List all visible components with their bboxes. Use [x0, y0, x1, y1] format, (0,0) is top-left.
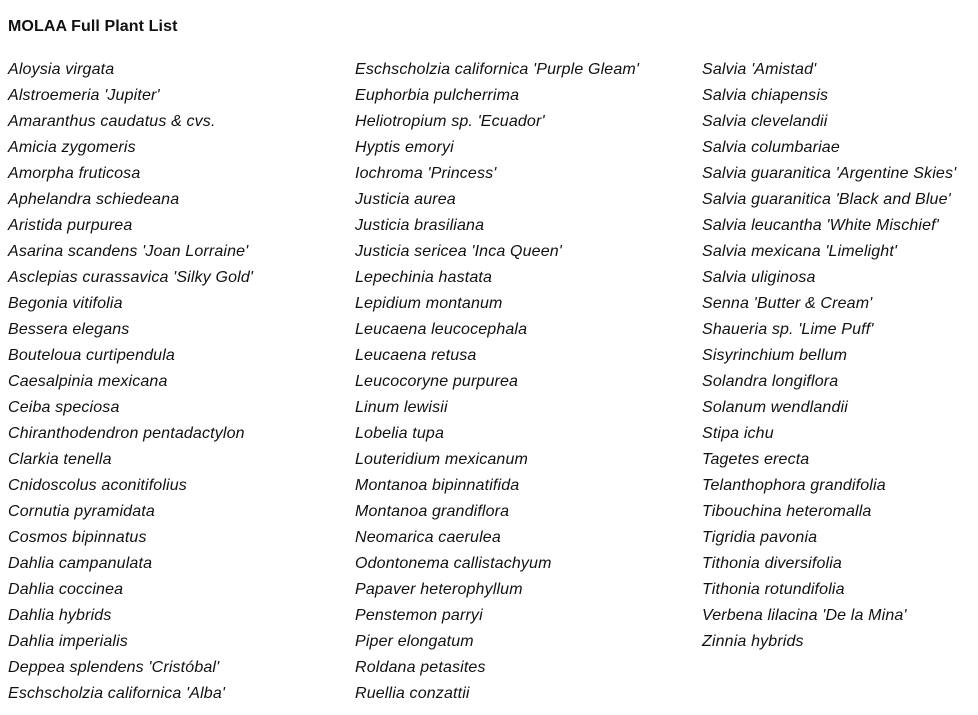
- plant-list-column-1: [8, 57, 253, 707]
- plant-name: Aphelandra schiedeana: [8, 191, 180, 208]
- plant-name: Odontonema callistachyum: [355, 555, 552, 572]
- plant-name: Solandra longiflora: [702, 373, 839, 390]
- plant-name: Salvia guaranitica 'Argentine Skies': [702, 165, 957, 182]
- plant-name: Lepechinia hastata: [355, 269, 493, 286]
- plant-name: Tigridia pavonia: [702, 529, 818, 546]
- plant-name: Dahlia coccinea: [8, 581, 124, 598]
- plant-name: Linum lewisii: [355, 399, 448, 416]
- plant-name: Eschscholzia californica 'Purple Gleam': [355, 61, 640, 78]
- plant-name: Verbena lilacina 'De la Mina': [702, 607, 907, 624]
- plant-name: Dahlia campanulata: [8, 555, 153, 572]
- plant-name: Tithonia diversifolia: [702, 555, 842, 572]
- plant-name: Deppea splendens 'Cristóbal': [8, 659, 220, 676]
- plant-name: Cnidoscolus aconitifolius: [8, 477, 187, 494]
- plant-name: Aloysia virgata: [8, 61, 115, 78]
- plant-name: Euphorbia pulcherrima: [355, 87, 520, 104]
- plant-name: Caesalpinia mexicana: [8, 373, 168, 390]
- plant-name: Sisyrinchium bellum: [702, 347, 848, 364]
- plant-name: Chiranthodendron pentadactylon: [8, 425, 245, 442]
- plant-name: Bessera elegans: [8, 321, 130, 338]
- plant-name: Leucocoryne purpurea: [355, 373, 519, 390]
- plant-name: Ruellia conzattii: [355, 685, 470, 702]
- plant-name: Tithonia rotundifolia: [702, 581, 845, 598]
- page-title: MOLAA Full Plant List: [8, 18, 178, 35]
- plant-name: Piper elongatum: [355, 633, 474, 650]
- plant-name: Tagetes erecta: [702, 451, 810, 468]
- plant-name: Salvia leucantha 'White Mischief': [702, 217, 939, 234]
- plant-name: Salvia uliginosa: [702, 269, 816, 286]
- plant-name: Montanoa grandiflora: [355, 503, 510, 520]
- plant-name: Justicia aurea: [355, 191, 456, 208]
- plant-list-column-3: [702, 57, 956, 655]
- plant-name: Salvia mexicana 'Limelight': [702, 243, 898, 260]
- plant-name: Amorpha fruticosa: [8, 165, 141, 182]
- plant-list-column-2: [355, 57, 639, 707]
- plant-name: Telanthophora grandifolia: [702, 477, 886, 494]
- plant-name: Amicia zygomeris: [8, 139, 136, 156]
- plant-name: Salvia chiapensis: [702, 87, 829, 104]
- plant-name: Senna 'Butter & Cream': [702, 295, 873, 312]
- plant-name: Penstemon parryi: [355, 607, 483, 624]
- plant-name: Tibouchina heteromalla: [702, 503, 872, 520]
- plant-name: Roldana petasites: [355, 659, 486, 676]
- plant-name: Justicia sericea 'Inca Queen': [355, 243, 563, 260]
- plant-name: Hyptis emoryi: [355, 139, 454, 156]
- plant-name: Alstroemeria 'Jupiter': [8, 87, 160, 104]
- plant-name: Salvia columbariae: [702, 139, 840, 156]
- plant-name: Ceiba speciosa: [8, 399, 120, 416]
- plant-name: Asclepias curassavica 'Silky Gold': [8, 269, 254, 286]
- plant-name: Dahlia hybrids: [8, 607, 112, 624]
- plant-name: Neomarica caerulea: [355, 529, 501, 546]
- plant-name: Montanoa bipinnatifida: [355, 477, 520, 494]
- plant-name: Lepidium montanum: [355, 295, 503, 312]
- plant-name: Zinnia hybrids: [702, 633, 804, 650]
- plant-name: Leucaena leucocephala: [355, 321, 528, 338]
- plant-name: Begonia vitifolia: [8, 295, 123, 312]
- plant-name: Stipa ichu: [702, 425, 774, 442]
- plant-name: Bouteloua curtipendula: [8, 347, 175, 364]
- plant-name: Shaueria sp. 'Lime Puff': [702, 321, 874, 338]
- plant-name: Amaranthus caudatus & cvs.: [8, 113, 216, 130]
- plant-name: Aristida purpurea: [8, 217, 133, 234]
- plant-name: Eschscholzia californica 'Alba': [8, 685, 226, 702]
- plant-name: Dahlia imperialis: [8, 633, 128, 650]
- plant-name: Cornutia pyramidata: [8, 503, 155, 520]
- plant-name: Leucaena retusa: [355, 347, 477, 364]
- plant-name: Cosmos bipinnatus: [8, 529, 147, 546]
- plant-name: Justicia brasiliana: [355, 217, 485, 234]
- plant-name: Lobelia tupa: [355, 425, 444, 442]
- plant-name: Asarina scandens 'Joan Lorraine': [8, 243, 249, 260]
- plant-name: Louteridium mexicanum: [355, 451, 529, 468]
- plant-name: Iochroma 'Princess': [355, 165, 497, 182]
- plant-name: Salvia clevelandii: [702, 113, 828, 130]
- plant-name: Solanum wendlandii: [702, 399, 848, 416]
- plant-name: Heliotropium sp. 'Ecuador': [355, 113, 545, 130]
- plant-name: Papaver heterophyllum: [355, 581, 523, 598]
- plant-name: Salvia 'Amistad': [702, 61, 817, 78]
- plant-name: Clarkia tenella: [8, 451, 112, 468]
- plant-name: Salvia guaranitica 'Black and Blue': [702, 191, 951, 208]
